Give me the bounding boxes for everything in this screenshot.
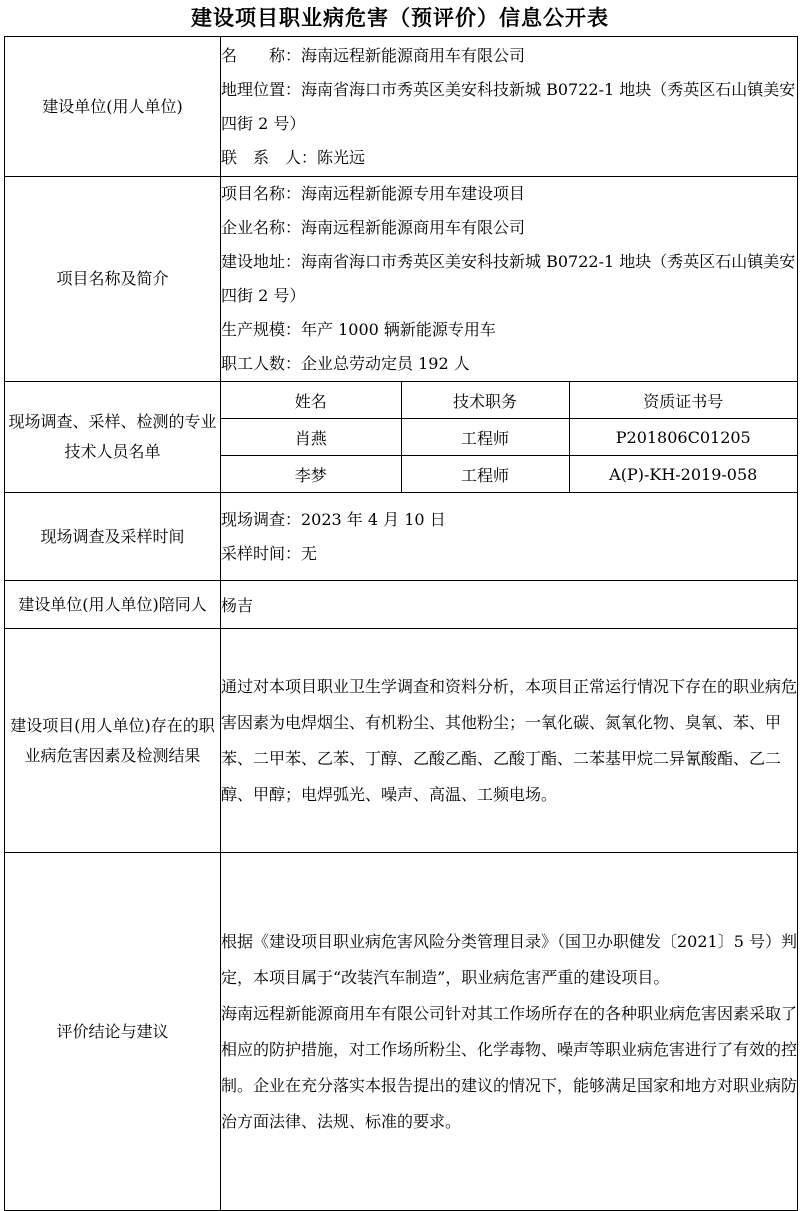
project-label: 项目名称及简介 — [5, 177, 221, 382]
staff-header-row — [221, 382, 797, 419]
accompanying-row — [5, 581, 798, 629]
staff-title: 工程师 — [401, 419, 569, 456]
staff-name: 肖燕 — [221, 419, 401, 456]
accompanying-person: 杨吉 — [221, 581, 798, 629]
staff-header-title: 技术职务 — [401, 382, 569, 419]
construction-unit-row — [5, 37, 798, 177]
staff-table — [221, 382, 797, 492]
conclusion-content — [221, 853, 798, 1211]
survey-date: 现场调查：2023 年 4 月 10 日 — [221, 509, 446, 529]
project-address: 建设地址：海南省海口市秀英区美安科技新城 B0722-1 地块（秀英区石山镇美安四街 2 号） — [221, 252, 796, 305]
project-scale: 生产规模：年产 1000 辆新能源专用车 — [221, 320, 496, 339]
project-name: 项目名称：海南远程新能源专用车建设项目 — [221, 184, 526, 203]
staff-row — [221, 456, 797, 493]
technicians-row — [5, 382, 798, 493]
sampling-time: 采样时间：无 — [221, 543, 318, 563]
hazards-label: 建设项目(用人单位)存在的职业病危害因素及检测结果 — [5, 629, 221, 853]
staff-name: 李梦 — [221, 456, 401, 493]
conclusion-row — [5, 853, 798, 1211]
conclusion-paragraph-1: 根据《建设项目职业病危害风险分类管理目录》（国卫办职健发〔2021〕5 号）判定，本项目属于“改装汽车制造”，职业病危害严重的建设项目。 — [221, 931, 797, 987]
technicians-content — [221, 382, 798, 493]
hazards-row — [5, 629, 798, 853]
unit-contact: 联 系 人：陈光远 — [221, 147, 366, 167]
page-title: 建设项目职业病危害（预评价）信息公开表 — [191, 6, 609, 30]
staff-cert: A(P)-KH-2019-058 — [609, 464, 758, 484]
survey-time-label: 现场调查及采样时间 — [5, 493, 221, 581]
project-row — [5, 177, 798, 382]
conclusion-label: 评价结论与建议 — [5, 853, 221, 1211]
unit-location: 地理位置：海南省海口市秀英区美安科技新城 B0722-1 地块（秀英区石山镇美安四街 2 号） — [221, 79, 796, 133]
hazards-content — [221, 629, 798, 853]
conclusion-paragraph-2: 海南远程新能源商用车有限公司针对其工作场所存在的各种职业病危害因素采取了相应的防护措施，对工作场所粉尘、化学毒物、噪声等职业病危害进行了有效的控制。企业在充分落实本报告提出的建议的情况下，能够满足国家和地方对职业病防治方面法律、法规、标准的要求。 — [221, 1003, 798, 1131]
construction-unit-label: 建设单位(用人单位) — [5, 37, 221, 177]
staff-cert: P201806C01205 — [569, 419, 797, 456]
staff-header-cert: 资质证书号 — [569, 382, 797, 419]
staff-header-name: 姓名 — [221, 382, 401, 419]
staff-row — [221, 419, 797, 456]
construction-unit-content — [221, 37, 798, 177]
info-table — [4, 36, 798, 1211]
project-company: 企业名称：海南远程新能源商用车有限公司 — [221, 218, 526, 237]
project-staff-count: 职工人数：企业总劳动定员 192 人 — [221, 354, 470, 373]
unit-name: 名 称：海南远程新能源商用车有限公司 — [221, 45, 526, 65]
survey-time-content — [221, 493, 798, 581]
technicians-label: 现场调查、采样、检测的专业技术人员名单 — [5, 382, 221, 493]
accompanying-label: 建设单位(用人单位)陪同人 — [5, 581, 221, 629]
staff-title: 工程师 — [401, 456, 569, 493]
survey-time-row — [5, 493, 798, 581]
hazards-text: 通过对本项目职业卫生学调查和资料分析，本项目正常运行情况下存在的职业病危害因素为电焊烟尘、有机粉尘、其他粉尘；一氧化碳、氮氧化物、臭氧、苯、甲苯、二甲苯、乙苯、丁醇、乙酸乙酯、乙酸丁酯、二苯基甲烷二异氰酸酯、乙二醇、甲醇；电焊弧光、噪声、高温、工频电场。 — [221, 676, 798, 804]
project-content — [221, 177, 798, 382]
